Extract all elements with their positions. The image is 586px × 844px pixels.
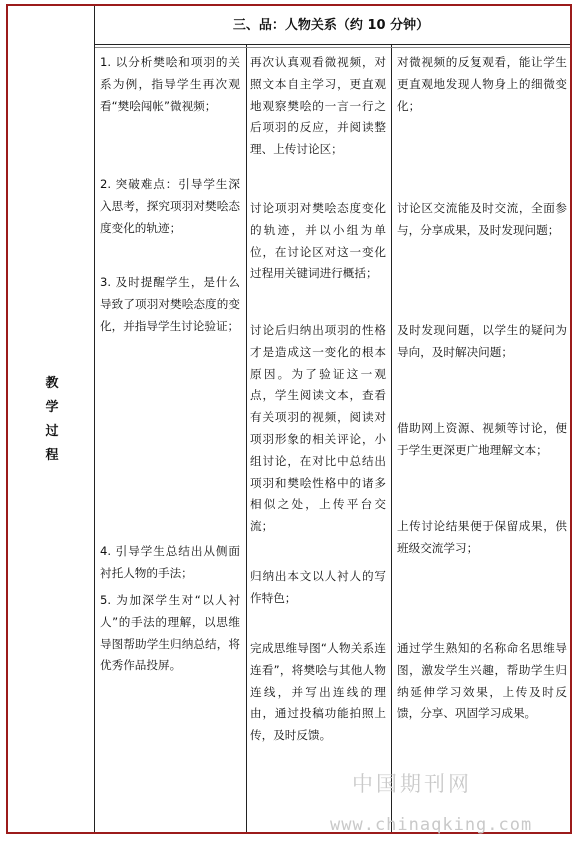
student-activity-5: 完成思维导图“人物关系连连看”，将樊哙与其他人物连线，并写出连线的理由，通过投稿功能拍照上传，及时反馈。	[250, 641, 386, 743]
side-label-char: 教	[45, 376, 59, 391]
teacher-step-3: 3. 及时提醒学生，是什么导致了项羽对樊哙态度的变化，并指导学生讨论验证；	[100, 275, 240, 333]
design-intent-1: 对微视频的反复观看，能让学生更直观地发现人物身上的细微变化；	[397, 55, 567, 113]
divider-col1	[246, 44, 247, 832]
side-label-char: 程	[45, 448, 59, 463]
section-title: 三、品：人物关系（约 10 分钟）	[232, 18, 430, 33]
side-label-char: 过	[45, 424, 59, 439]
watermark-logo-text: 中国期刊网	[352, 772, 472, 796]
side-label	[40, 372, 64, 468]
divider-inner-top	[95, 47, 570, 48]
divider-col2	[391, 44, 392, 832]
watermark-url: www.chinaqking.com	[330, 815, 533, 835]
teacher-step-2: 2. 突破难点：引导学生深入思考，探究项羽对樊哙态度变化的轨迹；	[100, 177, 240, 235]
design-intent-5: 上传讨论结果便于保留成果，供班级交流学习；	[397, 519, 567, 555]
teacher-step-1: 1. 以分析樊哙和项羽的关系为例，指导学生再次观看“樊哙闯帐”微视频；	[100, 55, 240, 113]
design-intent-2: 讨论区交流能及时交流，全面参与，分享成果，及时发现问题；	[397, 201, 567, 237]
divider-header	[95, 44, 570, 45]
student-activity-3: 讨论后归纳出项羽的性格才是造成这一变化的根本原因。为了验证这一观点，学生阅读文本，查看有关项羽的视频，阅读对项羽形象的相关评论，小组讨论，在对比中总结出项羽和樊哙性格中的诸多相似之处，上传平台交流；	[250, 323, 386, 534]
design-intent-4: 借助网上资源、视频等讨论，便于学生更深更广地理解文本；	[397, 421, 567, 457]
design-intent-6: 通过学生熟知的名称命名思维导图，激发学生兴趣，帮助学生归纳延伸学习效果，上传及时反馈，分享、巩固学习成果。	[397, 641, 567, 721]
teacher-step-5: 5. 为加深学生对“以人衬人”的手法的理解，以思维导图帮助学生归纳总结，将优秀作品投屏。	[100, 593, 240, 673]
side-label-char: 学	[45, 400, 59, 415]
teacher-step-4: 4. 引导学生总结出从侧面衬托人物的手法；	[100, 544, 240, 580]
student-activity-2: 讨论项羽对樊哙态度变化的轨迹，并以小组为单位，在讨论区对这一变化过程用关键词进行概括；	[250, 201, 386, 281]
student-activity-1: 再次认真观看微视频，对照文本自主学习，更直观地观察樊哙的一言一行之后项羽的反应，并阅读整理、上传讨论区；	[250, 55, 386, 157]
student-activity-4: 归纳出本文以人衬人的写作特色；	[250, 569, 386, 605]
divider-side	[94, 6, 95, 832]
design-intent-3: 及时发现问题，以学生的疑问为导向，及时解决问题；	[397, 323, 567, 359]
